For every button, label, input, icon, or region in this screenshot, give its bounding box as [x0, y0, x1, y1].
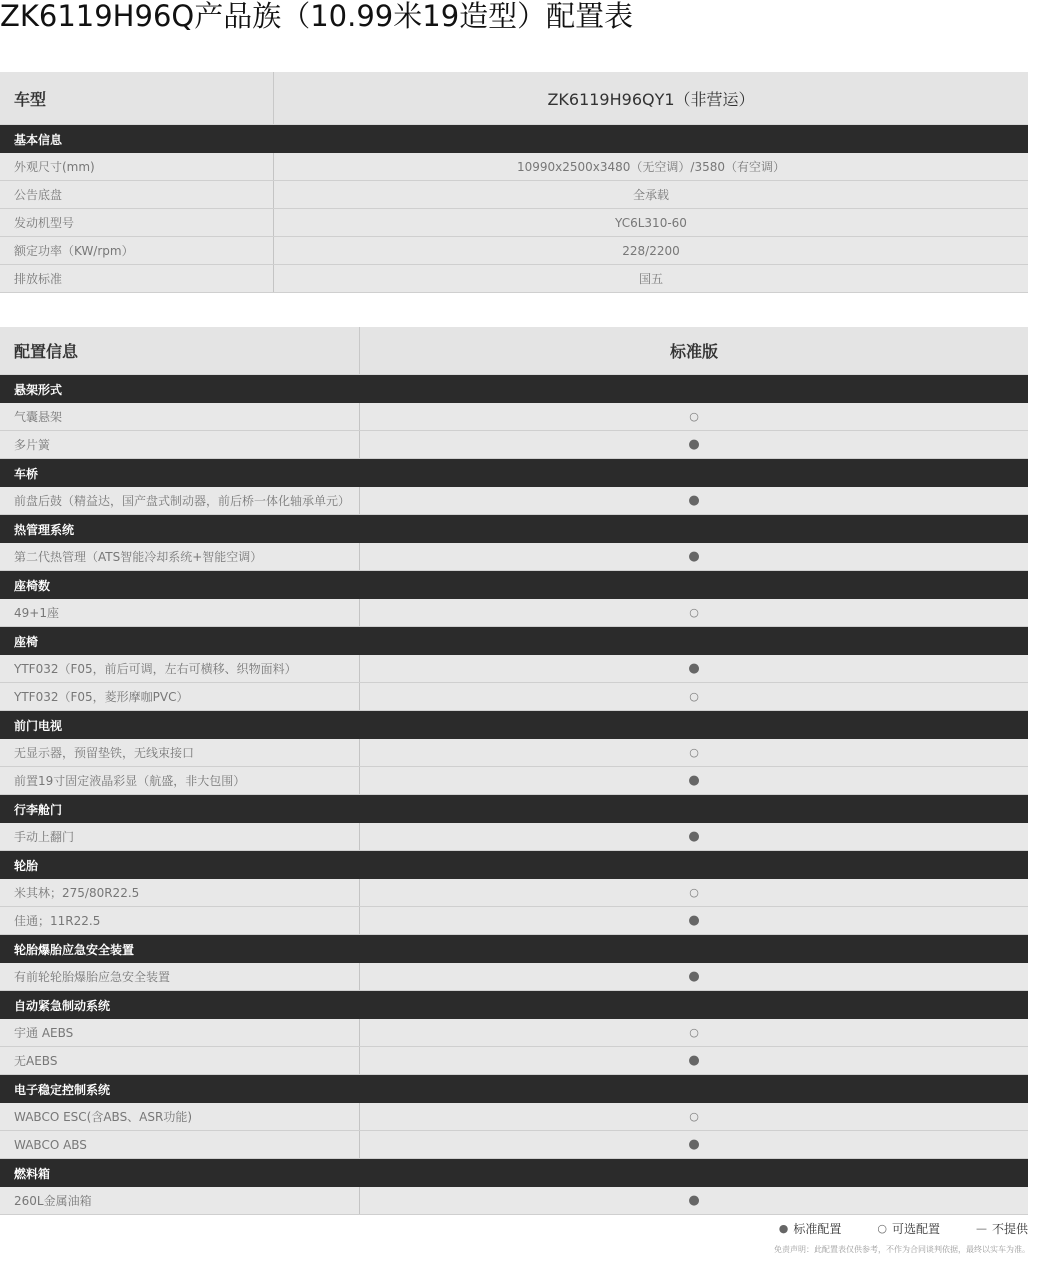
table-row [0, 599, 1028, 627]
standard-dot-icon: ● [688, 549, 700, 564]
row-value-cell [360, 403, 1028, 430]
legend-none-label: 不提供 [991, 1222, 1028, 1236]
row-label: 气囊悬架 [0, 403, 360, 430]
config-rows [0, 375, 1028, 1215]
optional-circle-icon: ○ [689, 1110, 699, 1123]
row-value: YC6L310-60 [615, 215, 687, 230]
config-header-value: 标准版 [669, 342, 718, 361]
table-row [0, 1187, 1028, 1215]
section-header: 前门电视 [0, 711, 1028, 739]
row-label: WABCO ABS [0, 1131, 360, 1158]
row-value-cell [360, 599, 1028, 626]
row-label: 佳通；11R22.5 [0, 907, 360, 934]
row-value-cell [360, 907, 1028, 934]
standard-dot-icon: ● [688, 1137, 700, 1152]
row-label: 手动上翻门 [0, 823, 360, 850]
standard-dot-icon: ● [688, 493, 700, 508]
row-value-cell [360, 1047, 1028, 1074]
table-header-row [0, 72, 1028, 125]
row-label: 额定功率（KW/rpm） [0, 237, 274, 264]
row-value: 全承载 [632, 188, 669, 202]
row-value-cell [360, 823, 1028, 850]
optional-circle-icon: ○ [689, 746, 699, 759]
section-header: 轮胎爆胎应急安全装置 [0, 935, 1028, 963]
dash-icon: — [975, 1222, 987, 1235]
section-header: 基本信息 [0, 125, 1028, 153]
row-label: 公告底盘 [0, 181, 274, 208]
table-row [0, 181, 1028, 209]
table-row [0, 153, 1028, 181]
model-header-value: ZK6119H96QY1（非营运） [547, 89, 755, 109]
section-header: 轮胎 [0, 851, 1028, 879]
standard-dot-icon: ● [688, 1193, 700, 1208]
page-title: ZK6119H96Q产品族（10.99米19造型）配置表 [0, 0, 634, 33]
row-label: 多片簧 [0, 431, 360, 458]
config-header-label: 配置信息 [0, 327, 360, 374]
row-value-cell [360, 1131, 1028, 1158]
table-header-row [0, 327, 1028, 375]
standard-dot-icon: ● [688, 1053, 700, 1068]
section-header: 座椅数 [0, 571, 1028, 599]
row-label: 有前轮轮胎爆胎应急安全装置 [0, 963, 360, 990]
table-row [0, 767, 1028, 795]
row-value: 10990x2500x3480（无空调）/3580（有空调） [516, 160, 786, 174]
table-row [0, 963, 1028, 991]
disclaimer: 免责声明：此配置表仅供参考，不作为合同谈判依据，最终以实车为准。 [774, 1245, 1030, 1254]
table-row [0, 209, 1028, 237]
optional-circle-icon: ○ [689, 886, 699, 899]
table-row [0, 543, 1028, 571]
table-row [0, 1131, 1028, 1159]
hollow-circle-icon: ○ [877, 1222, 887, 1235]
standard-dot-icon: ● [688, 437, 700, 452]
legend-optional-label: 可选配置 [891, 1222, 940, 1236]
basic-info-rows [0, 153, 1028, 293]
standard-dot-icon: ● [688, 913, 700, 928]
row-label: 无AEBS [0, 1047, 360, 1074]
filled-circle-icon: ● [778, 1222, 789, 1235]
table-row [0, 403, 1028, 431]
optional-circle-icon: ○ [689, 690, 699, 703]
legend-standard [779, 1220, 842, 1237]
row-label: 49+1座 [0, 599, 360, 626]
standard-dot-icon: ● [688, 829, 700, 844]
config-table [0, 327, 1028, 1215]
table-row [0, 265, 1028, 293]
section-header: 行李舱门 [0, 795, 1028, 823]
legend-none [976, 1220, 1028, 1237]
table-row [0, 237, 1028, 265]
row-label: 宇通 AEBS [0, 1019, 360, 1046]
row-value-cell [360, 879, 1028, 906]
optional-circle-icon: ○ [689, 410, 699, 423]
row-label: 米其林；275/80R22.5 [0, 879, 360, 906]
row-label: 前置19寸固定液晶彩显（航盛，非大包围） [0, 767, 360, 794]
standard-dot-icon: ● [688, 661, 700, 676]
legend [779, 1220, 1028, 1237]
row-value-cell [360, 1103, 1028, 1130]
optional-circle-icon: ○ [689, 1026, 699, 1039]
row-value-cell [360, 487, 1028, 514]
row-label: 260L金属油箱 [0, 1187, 360, 1214]
table-row [0, 431, 1028, 459]
table-row [0, 487, 1028, 515]
legend-optional [877, 1220, 940, 1237]
row-label: 第二代热管理（ATS智能冷却系统+智能空调） [0, 543, 360, 570]
row-label: YTF032（F05，前后可调，左右可横移、织物面料） [0, 655, 360, 682]
row-value-cell [360, 739, 1028, 766]
table-row [0, 655, 1028, 683]
section-header: 悬架形式 [0, 375, 1028, 403]
basic-info-table [0, 72, 1028, 293]
row-value-cell [360, 767, 1028, 794]
row-label: 前盘后鼓（精益达，国产盘式制动器，前后桥一体化轴承单元） [0, 487, 360, 514]
section-header: 自动紧急制动系统 [0, 991, 1028, 1019]
row-value-cell [360, 543, 1028, 570]
row-value-cell [360, 963, 1028, 990]
table-row [0, 1103, 1028, 1131]
row-value: 228/2200 [622, 243, 680, 258]
section-header: 座椅 [0, 627, 1028, 655]
model-header-label: 车型 [0, 72, 274, 124]
standard-dot-icon: ● [688, 969, 700, 984]
table-row [0, 907, 1028, 935]
table-row [0, 683, 1028, 711]
section-header: 燃料箱 [0, 1159, 1028, 1187]
row-value: 国五 [638, 272, 663, 286]
section-header: 热管理系统 [0, 515, 1028, 543]
row-value-cell [360, 431, 1028, 458]
table-row [0, 879, 1028, 907]
row-value-cell [360, 655, 1028, 682]
row-value-cell [360, 1019, 1028, 1046]
row-label: 发动机型号 [0, 209, 274, 236]
optional-circle-icon: ○ [689, 606, 699, 619]
table-row [0, 1019, 1028, 1047]
section-header: 电子稳定控制系统 [0, 1075, 1028, 1103]
row-label: 无显示器，预留垫铁，无线束接口 [0, 739, 360, 766]
table-row [0, 823, 1028, 851]
row-label: YTF032（F05，菱形摩咖PVC） [0, 683, 360, 710]
row-label: 排放标准 [0, 265, 274, 292]
standard-dot-icon: ● [688, 773, 700, 788]
legend-standard-label: 标准配置 [793, 1222, 842, 1236]
row-value-cell [360, 683, 1028, 710]
table-row [0, 739, 1028, 767]
row-label: WABCO ESC(含ABS、ASR功能) [0, 1103, 360, 1130]
row-value-cell [360, 1187, 1028, 1214]
section-header: 车桥 [0, 459, 1028, 487]
row-label: 外观尺寸(mm) [0, 153, 274, 180]
table-row [0, 1047, 1028, 1075]
